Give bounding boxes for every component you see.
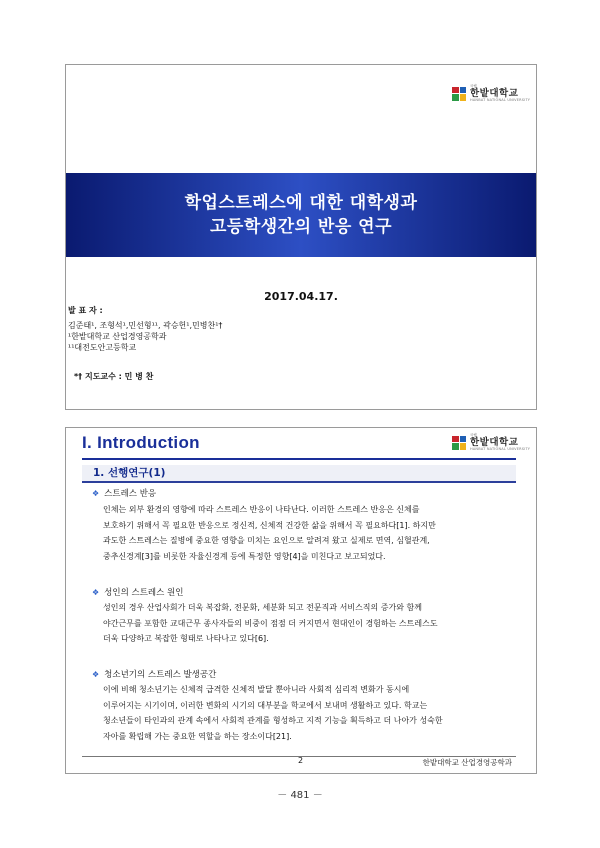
presenter-label: 발 표 자 : [68, 306, 103, 315]
paragraph-line: 성인의 경우 산업사회가 더욱 복잡화, 전문화, 세분화 되고 전문직과 서비스직의 증가와 함께 [103, 603, 422, 612]
affiliation-1: ¹한밭대학교 산업경영공학과 [68, 332, 167, 341]
paragraph-line: 이루어지는 시기이며, 이러한 변화의 시기의 대부분을 학교에서 보내며 생활하고 있다. 학교는 [103, 700, 428, 710]
logo-name: 한밭대학교 [470, 436, 519, 448]
author-list: 김준태¹, 조형석¹,민선형¹¹, 곽승헌¹,민병찬¹† [68, 321, 223, 330]
logo-name: 한밭대학교 [470, 87, 519, 99]
paragraph-line: 더욱 다양하고 복잡한 형태로 나타나고 있다[6]. [103, 634, 269, 643]
section-heading: I. Introduction [82, 433, 200, 452]
paragraph-line: 보호하기 위해서 꼭 필요한 반응으로 정신적, 신체적 건강한 삶을 위해서 꼭 필요하다[1]. 하지만 [103, 520, 436, 530]
advisor: *† 지도교수 : 민 병 찬 [74, 372, 154, 381]
title-line-1: 학업스트레스에 대한 대학생과 [184, 193, 418, 213]
affiliation-2: ¹¹대전도안고등학교 [68, 343, 137, 352]
title-band [66, 173, 536, 257]
slide-number: 2 [298, 756, 304, 765]
page-number: － 481 － [277, 790, 323, 801]
bullet-heading-stress-response: ❖ 스트레스 반응 [92, 489, 157, 499]
title-line-2: 고등학생간의 반응 연구 [209, 217, 393, 237]
university-logo [452, 434, 530, 452]
logo-subtitle: HANBAT NATIONAL UNIVERSITY [470, 447, 531, 451]
heading-divider [82, 458, 516, 460]
logo-tag: 국립 [470, 433, 477, 437]
paragraph-line: 중추신경계[3]를 비롯한 자율신경계 등에 특정한 영향[4]을 미친다고 보고되었다. [103, 551, 386, 561]
subheading: 1. 선행연구(1) [93, 467, 166, 479]
paragraph-line: 이에 비해 청소년기는 신체적 급격한 신체적 발달 뿐아니라 사회적 심리적 변화가 동시에 [103, 685, 410, 694]
paragraph-line: 자아를 확립해 가는 중요한 역할을 하는 장소이다[21]. [103, 731, 292, 741]
logo-mark-icon [452, 87, 466, 101]
presentation-date: 2017.04.17. [264, 290, 338, 303]
paragraph-line: 과도한 스트레스는 질병에 중요한 영향을 미치는 요인으로 알려져 왔고 실제로 면역, 심혈관계, [103, 536, 430, 545]
bullet-heading-adolescent-stress: ❖ 청소년기의 스트레스 발생공간 [92, 670, 217, 680]
title-slide [65, 64, 537, 410]
logo-subtitle: HANBAT NATIONAL UNIVERSITY [470, 98, 531, 102]
paragraph-line: 인체는 외부 환경의 영향에 따라 스트레스 반응이 나타난다. 이러한 스트레스 반응은 신체를 [103, 505, 420, 514]
bullet-heading-adult-stress: ❖ 성인의 스트레스 원인 [92, 588, 184, 598]
university-logo [452, 85, 530, 103]
diamond-bullet-icon: ❖ [92, 670, 100, 679]
logo-tag: 국립 [470, 84, 477, 88]
footer-department: 한밭대학교 산업경영공학과 [422, 758, 512, 767]
paragraph-line: 청소년들이 타인과의 관계 속에서 사회적 관계를 형성하고 지적 기능을 획득하고 더 나아가 성숙한 [103, 716, 443, 725]
diamond-bullet-icon: ❖ [92, 489, 100, 498]
logo-mark-icon [452, 436, 466, 450]
paragraph-line: 야간근무를 포함한 교대근무 종사자들의 비중이 점점 더 커지면서 현대인이 경험하는 스트레스도 [103, 618, 438, 628]
diamond-bullet-icon: ❖ [92, 588, 100, 597]
introduction-slide [65, 427, 537, 774]
subheading-bar [82, 465, 516, 483]
